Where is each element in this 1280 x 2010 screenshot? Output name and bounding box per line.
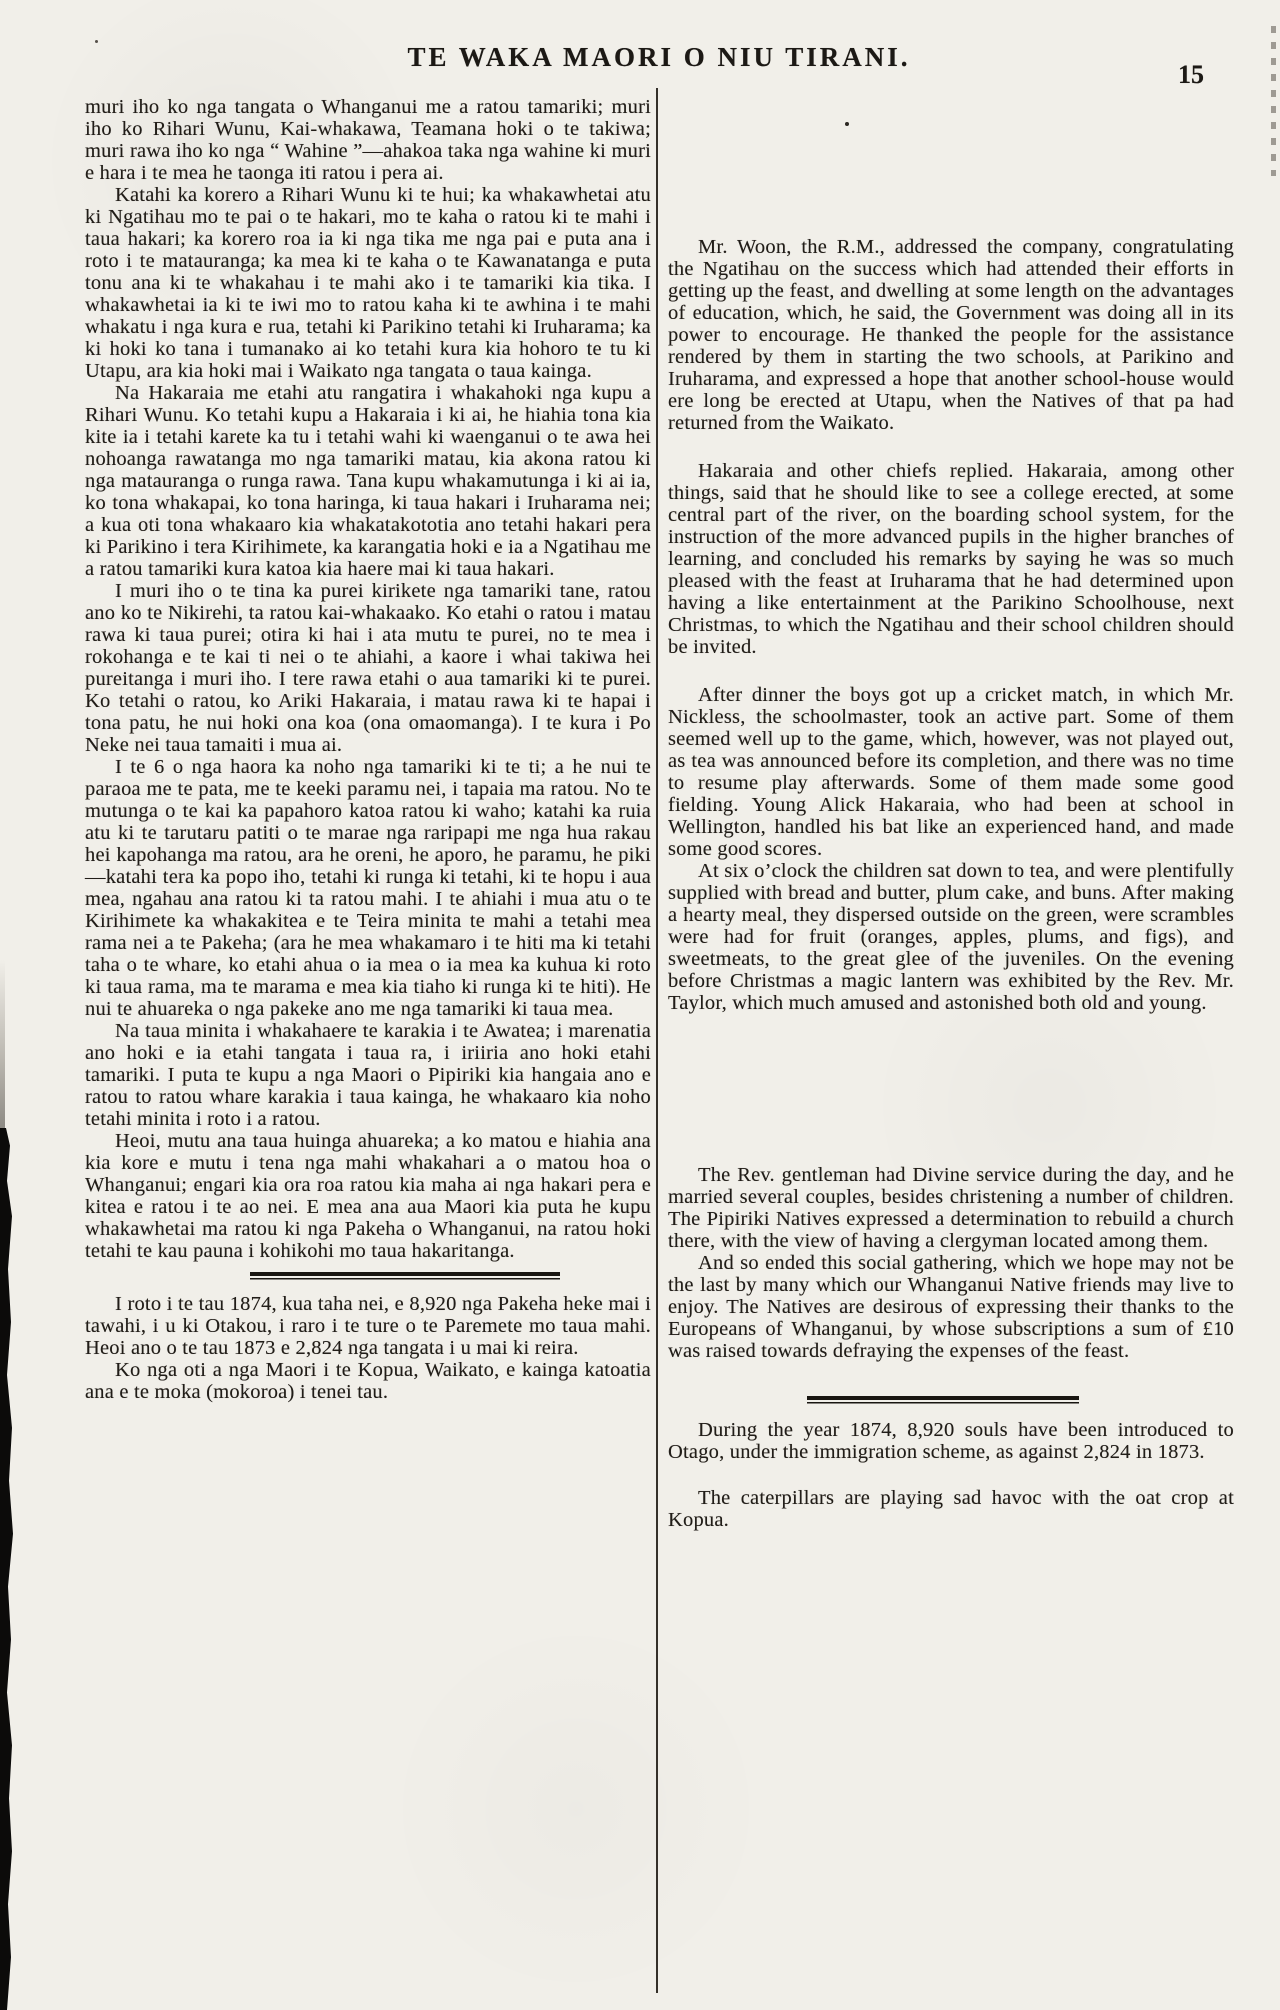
scan-edge-smudge xyxy=(0,960,5,1130)
page-title: TE WAKA MAORI O NIU TIRANI. xyxy=(407,42,911,72)
column-gap xyxy=(668,434,1234,460)
paragraph: muri iho ko nga tangata o Whanganui me a ratou tamariki; muri iho ko Rihari Wunu, Kai-whakawa, Teamana hoki o te takiwa; muri rawa iho ko nga “ Wahine ”—ahakoa taka nga wahine ki muri e hara i te mea he taonga iti ratou i pera ai. xyxy=(85,96,651,184)
paragraph: I muri iho o te tina ka purei kirikete nga tamariki tane, ratou ano ko te Nikirehi, ta ratou kai-whakaako. Ko etahi o ratou i matau rawa ki taua purei; otira ki hai i ata mutu te purei, no te mea i rokohanga e te kai ti nei o te ahiahi, a kaore i whai takiwa hei pureitanga i muri iho. I tere rawa etahi o aua tamariki ki te purei. Ko tetahi o ratou, ko Ariki Hakaraia, i matau rawa ki te hapai i tona patu, he nui hoki ona koa (ona omaomanga). I te kura i Po Neke nei taua tamaiti i mua ai. xyxy=(85,580,651,756)
paragraph: And so ended this social gathering, which we hope may not be the last by many which our Whanganui Native friends may live to enjoy. The Natives are desirous of expressing their thanks to the Europeans of Whanganui, by whose subscriptions a sum of £10 was raised towards defraying the expenses of the feast. xyxy=(668,1252,1234,1362)
paragraph: During the year 1874, 8,920 souls have been introduced to Otago, under the immigration scheme, as against 2,824 in 1873. xyxy=(668,1419,1234,1463)
paragraph: I te 6 o nga haora ka noho nga tamariki ki te ti; a he nui te paraoa me te pata, me te keeki paramu nei, i tapaia ma ratou. No te mutunga o te kai ka papahoro katoa ratou ki waho; katahi ka ruia atu ki te tarutaru patiti o te marae nga raripapi me nga hua rakau hei kapohanga ma ratou, ara he oreni, he aporo, he paramu, he piki—katahi tera ka popo iho, tetahi ki runga ki tetahi, ki te hopu i aua mea, ngahau ana ratou ki ta ratou mahi. I te ahiahi i mua atu o te Kirihimete ka whakakitea e te Teira minita te mahi a tetahi mea rama nei a te Pakeha; (ara he mea whakamaro i te hiti ma ki tetahi taha o te whare, ko etahi ahua o ia mea o ia mea ka kuhua ki roto ki taua rama, ma te marama e mea kia tiaho ki runga ki te hiti). He nui te ahuareka o nga pakeke ano me nga tamariki ki taua mea. xyxy=(85,756,651,1020)
paragraph: Ko nga oti a nga Maori i te Kopua, Waikato, e kainga katoatia ana e te moka (mokoroa) i tenei tau. xyxy=(85,1359,651,1403)
paragraph: Na Hakaraia me etahi atu rangatira i whakahoki nga kupu a Rihari Wunu. Ko tetahi kupu a Hakaraia i ki ai, he hiahia tona kia kite ia i tetahi karete ka tu i tetahi wahi ki waenganui o te awa hei nohoanga rawatanga mo nga tamariki matau, kia akona ratou ki nga matauranga o runga rawa. Tana kupu whakamutunga i ki ai ia, ko tona whakapai, ko tona haringa, ki taua hakari i Iruharama nei; a kua oti tona whakaaro kia whakatakototia ano tetahi hakari pera ki Parikino i tera Kirihimete, ka karangatia hoki e ia a Ngatihau me a ratou tamariki kura katoa kia haere mai ki taua hakari. xyxy=(85,382,651,580)
column-gap xyxy=(668,1362,1234,1396)
column-gap xyxy=(668,658,1234,684)
section-divider-rule xyxy=(250,1272,560,1281)
paragraph: The Rev. gentleman had Divine service during the day, and he married several couples, besides christening a number of children. The Pipiriki Natives expressed a determination to rebuild a church there, with the view of having a clergyman located among them. xyxy=(668,1164,1234,1252)
ink-speck xyxy=(95,40,98,43)
section-divider-rule xyxy=(807,1396,1079,1405)
paragraph: Na taua minita i whakahaere te karakia i te Awatea; i marenatia ano hoki e ia etahi tangata i taua ra, i iriiria ano hoki etahi tamariki. I puta te kupu a nga Maori o Pipiriki kia hangaia ano e ratou to ratou whare karakia i taua kainga, he whakaaro kia noho tetahi minita i roto i a ratou. xyxy=(85,1020,651,1130)
paragraph: Mr. Woon, the R.M., addressed the company, congratulating the Ngatihau on the success which had attended their efforts in getting up the feast, and dwelling at some length on the advantages of education, which, he said, the Government was doing all in its power to encourage. He thanked the people for the assistance rendered by them in starting the two schools, at Parikino and Iruharama, and expressed a hope that another school-house would ere long be erected at Utapu, when the Natives of that pa had returned from the Waikato. xyxy=(668,236,1234,434)
paragraph: The caterpillars are playing sad havoc with the oat crop at Kopua. xyxy=(668,1487,1234,1531)
column-gap xyxy=(85,1281,651,1293)
masthead xyxy=(85,40,1233,90)
column-gap xyxy=(668,1405,1234,1419)
paragraph: Heoi, mutu ana taua huinga ahuareka; a ko matou e hiahia ana kia kore e mutu i tena nga mahi whakahari a o matou hoa o Whanganui; engari kia ora roa ratou kia maha ai nga hakari pera e kitea e ratou i te ao nei. E mea ana aua Maori kia puta he kupu whakawhetai ma ratou ki nga Pakeha o Whanganui, na ratou hoki tetahi te kau pauna i kohikohi mo taua hakaritanga. xyxy=(85,1130,651,1262)
column-gap xyxy=(668,1463,1234,1487)
column-divider-rule xyxy=(656,88,658,1993)
paragraph: At six o’clock the children sat down to tea, and were plentifully supplied with bread and butter, plum cake, and buns. After making a hearty meal, they dispersed outside on the green, were scrambles were had for fruit (oranges, apples, plums, and figs), and sweetmeats, to the great glee of the juveniles. On the evening before Christmas a magic lantern was exhibited by the Rev. Mr. Taylor, which much amused and astonished both old and young. xyxy=(668,860,1234,1014)
paragraph: Katahi ka korero a Rihari Wunu ki te hui; ka whakawhetai atu ki Ngatihau mo te pai o te hakari, mo te kaha o ratou ki te mahi i taua hakari; ka korero roa ia ki nga tika me nga pai e puta ana i roto i te matauranga; ka mea ki te kaha o te Kawanatanga e puta tonu ana ki te whakahau i te mahi ako i te tamariki kia tika. I whakawhetai ia ki te iwi mo to ratou kaha ki te awhina i te mahi whakatu i nga kura e rua, tetahi ki Parikino tetahi ki Iruharama; ka ki hoki ko tana i tumanako ai ko tetahi kura kia hohoro te tu ki Utapu, ara kia hoki mai i Waikato nga tangata o taua kainga. xyxy=(85,184,651,382)
paragraph: After dinner the boys got up a cricket match, in which Mr. Nickless, the schoolmaster, took an active part. Some of them seemed well up to the game, which, however, was not played out, as tea was announced before its completion, and there was no time to resume play afterwards. Some of them made some good fielding. Young Alick Hakaraia, who had been at school in Wellington, handled his bat like an experienced hand, and made some good scores. xyxy=(668,684,1234,860)
column-gap xyxy=(668,96,1234,236)
column-gap xyxy=(668,1014,1234,1164)
paragraph: I roto i te tau 1874, kua taha nei, e 8,920 nga Pakeha heke mai i tawahi, i u ki Otakou, i raro i te ture o te Paremete mo taua mahi. Heoi ano o te tau 1873 e 2,824 nga tangata i u mai ki reira. xyxy=(85,1293,651,1359)
paragraph: Hakaraia and other chiefs replied. Hakaraia, among other things, said that he should like to see a college erected, at some central part of the river, on the boarding school system, for the instruction of the more advanced pupils in the higher branches of learning, and concluded his remarks by saying he was so much pleased with the feast at Iruharama that he had determined upon having a like entertainment at the Parikino Schoolhouse, next Christmas, to which the Ngatihau and their school children should be invited. xyxy=(668,460,1234,658)
left-column-maori xyxy=(85,96,651,1403)
scan-edge-artifact xyxy=(0,1128,14,2010)
page-number: 15 xyxy=(1178,60,1204,89)
column-gap xyxy=(85,1262,651,1272)
right-column-english xyxy=(668,96,1234,1531)
scan-edge-marks xyxy=(1271,26,1276,176)
